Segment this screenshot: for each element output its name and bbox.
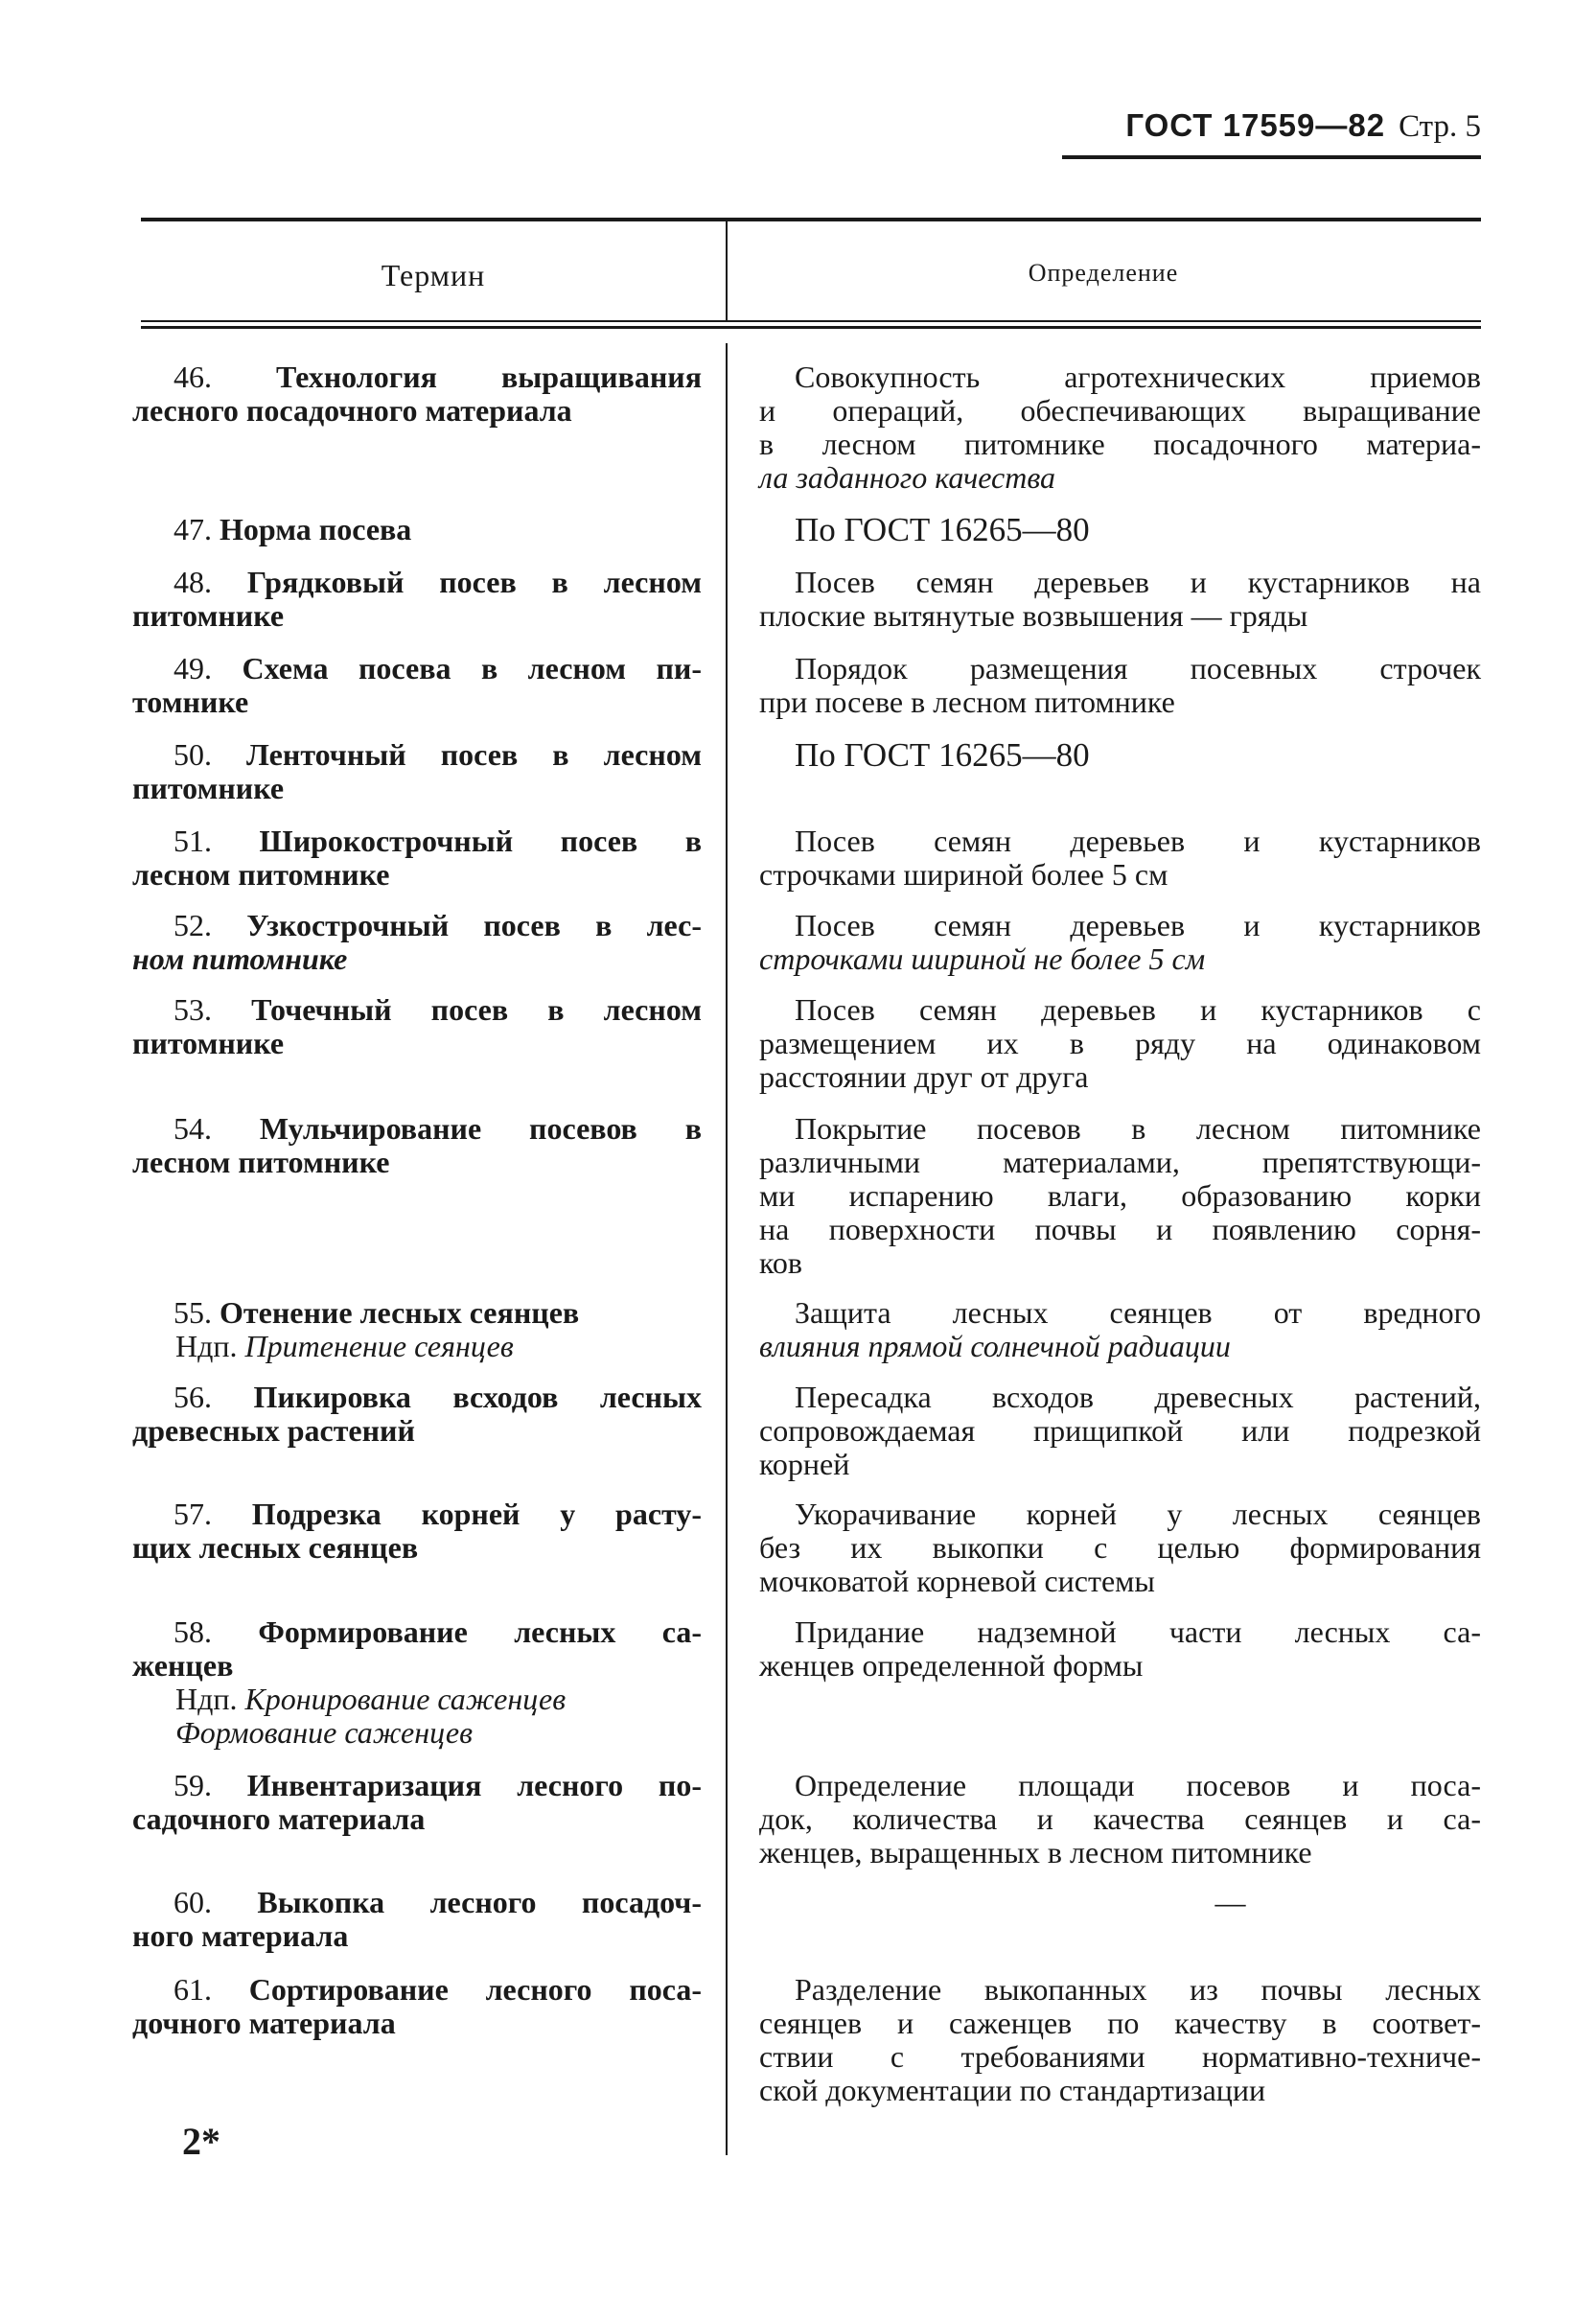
- term-cell: [132, 738, 702, 805]
- term-cell: [132, 1498, 702, 1565]
- definition-line: влияния прямой солнечной радиации: [759, 1329, 1231, 1363]
- term-number: 61.: [173, 1972, 212, 2007]
- definition-cell: [759, 1381, 1481, 1481]
- body-column-divider: [726, 343, 728, 2155]
- term-cell: [132, 1973, 702, 2040]
- term-number: 55.: [173, 1295, 212, 1330]
- term-number: 46.: [173, 360, 212, 394]
- page-number: Стр. 5: [1399, 109, 1481, 144]
- definition-line: различными материалами, препятствующи-: [759, 1145, 1481, 1179]
- term-name-line: Инвентаризация лесного по-: [246, 1768, 702, 1802]
- column-header-definition: Определение: [1028, 259, 1179, 287]
- term-name-line: Технология выращивания: [276, 360, 703, 394]
- term-name-line: щих лесных сеянцев: [132, 1530, 419, 1565]
- deprecated-term-line: Формование саженцев: [175, 1715, 473, 1750]
- term-name-line: питомнике: [132, 771, 285, 805]
- definition-line: сеянцев и саженцев по качеству в соответ-: [759, 2006, 1481, 2040]
- definition-cell: [759, 909, 1481, 976]
- term-name-line: ного материала: [132, 1918, 349, 1953]
- definition-cell: [759, 1615, 1481, 1683]
- definition-line: ла заданного качества: [759, 460, 1056, 495]
- definition-line: Укорачивание корней у лесных сеянцев: [795, 1497, 1481, 1531]
- term-name-line: Формирование лесных са-: [258, 1614, 703, 1649]
- term-cell: [132, 566, 702, 633]
- column-header-term: Термин: [381, 258, 486, 292]
- term-cell: [132, 824, 702, 892]
- term-name-line: Ленточный посев в лесном: [246, 737, 702, 772]
- deprecated-term: [132, 1330, 702, 1363]
- definition-line: размещением их в ряду на одинаковом: [759, 1026, 1481, 1060]
- term-cell: [132, 1886, 702, 1953]
- term-number: 51.: [173, 824, 212, 858]
- term-cell: [132, 1296, 702, 1363]
- term-number: 54.: [173, 1111, 212, 1146]
- definition-cell: [759, 993, 1481, 1094]
- definition-line: строчками шириной не более 5 см: [759, 941, 1206, 976]
- term-cell: [132, 1615, 702, 1750]
- term-number: 59.: [173, 1768, 212, 1802]
- term-name-line: лесном питомнике: [132, 1145, 390, 1179]
- definition-cell: [759, 1296, 1481, 1363]
- term-number: 60.: [173, 1885, 212, 1919]
- term-name-line: Выкопка лесного посадоч-: [257, 1885, 703, 1919]
- term-name-line: Мульчирование посевов в: [259, 1111, 702, 1146]
- definition-cell: [759, 824, 1481, 892]
- definition-line: ствии с требованиями нормативно-техниче-: [759, 2039, 1481, 2074]
- definition-line: Разделение выкопанных из почвы лесных: [795, 1972, 1481, 2007]
- term-number: 57.: [173, 1497, 212, 1531]
- definition-line: без их выкопки с целью формирования: [759, 1530, 1481, 1565]
- header-bottom-rule-double: [141, 326, 1481, 329]
- definition-line: Защита лесных сеянцев от вредного: [795, 1295, 1481, 1330]
- definition-cell: [759, 1886, 1481, 1919]
- term-cell: [132, 1381, 702, 1448]
- term-number: 47.: [173, 512, 212, 546]
- definition-line: ков: [759, 1245, 803, 1280]
- term-name-line: Подрезка корней у расту-: [251, 1497, 702, 1531]
- standard-reference: По ГОСТ 16265—80: [795, 511, 1090, 548]
- definition-line: Совокупность агротехнических приемов: [795, 360, 1481, 394]
- term-name-line: томнике: [132, 685, 249, 719]
- term-number: 49.: [173, 651, 212, 685]
- term-name-line: садочного материала: [132, 1801, 426, 1836]
- term-number: 48.: [173, 565, 212, 599]
- definition-line: Посев семян деревьев и кустарников: [795, 908, 1481, 942]
- definition-line: Порядок размещения посевных строчек: [795, 651, 1481, 685]
- term-name-line: Отенение лесных сеянцев: [220, 1295, 580, 1330]
- term-cell: [132, 652, 702, 719]
- term-name-line: Схема посева в лесном пи-: [242, 651, 703, 685]
- definition-line: корней: [759, 1447, 850, 1481]
- definition-cell: [759, 652, 1481, 719]
- definition-line: Придание надземной части лесных са-: [795, 1614, 1481, 1649]
- definition-cell: [759, 738, 1481, 772]
- term-cell: [132, 360, 702, 428]
- header-underline: [1062, 155, 1481, 159]
- definition-line: в лесном питомнике посадочного материа-: [759, 427, 1481, 461]
- table-top-border: [141, 218, 1481, 221]
- definition-line: расстоянии друг от друга: [759, 1059, 1089, 1094]
- term-number: 50.: [173, 737, 212, 772]
- definition-line: Определение площади посевов и поса-: [795, 1768, 1481, 1802]
- term-name-line: дочного материала: [132, 2006, 396, 2040]
- definition-line: сопровождаемая прищипкой или подрезкой: [759, 1413, 1481, 1448]
- definition-line: плоские вытянутые возвышения — гряды: [759, 598, 1308, 633]
- term-number: 52.: [173, 908, 212, 942]
- term-name-line: женцев: [132, 1648, 234, 1683]
- definition-line: женцев, выращенных в лесном питомнике: [759, 1835, 1312, 1869]
- definition-line: при посеве в лесном питомнике: [759, 685, 1175, 719]
- term-cell: [132, 1769, 702, 1836]
- term-cell: [132, 909, 702, 976]
- definition-line: на поверхности почвы и появлению сорня-: [759, 1212, 1481, 1246]
- term-cell: [132, 1112, 702, 1179]
- term-number: 56.: [173, 1380, 212, 1414]
- definition-cell: [759, 1973, 1481, 2107]
- term-number: 53.: [173, 992, 212, 1027]
- definition-line: и операций, обеспечивающих выращивание: [759, 393, 1481, 428]
- term-name-line: Широкострочный посев в: [259, 824, 703, 858]
- definition-line: ской документации по стандартизации: [759, 2073, 1266, 2107]
- definition-line: строчками шириной более 5 см: [759, 857, 1168, 892]
- definition-cell: [759, 513, 1481, 546]
- definition-line: мочковатой корневой системы: [759, 1564, 1155, 1598]
- term-name-line: ном питомнике: [132, 941, 348, 976]
- term-number: 58.: [173, 1614, 212, 1649]
- standard-reference: По ГОСТ 16265—80: [795, 736, 1090, 774]
- term-cell: [132, 993, 702, 1060]
- definition-cell: [759, 360, 1481, 495]
- deprecated-term-line: Кронирование саженцев: [244, 1682, 567, 1716]
- definition-line: Посев семян деревьев и кустарников с: [795, 992, 1481, 1027]
- term-name-line: питомнике: [132, 598, 285, 633]
- term-name-line: Сортирование лесного поса-: [248, 1972, 702, 2007]
- term-name-line: Норма посева: [220, 512, 412, 546]
- header-bottom-rule: [141, 320, 1481, 322]
- definition-line: ми испарению влаги, образованию корки: [759, 1178, 1481, 1213]
- term-name-line: Пикировка всходов лесных: [253, 1380, 702, 1414]
- definition-cell: [759, 566, 1481, 633]
- deprecated-term-line: Притенение сеянцев: [244, 1329, 514, 1363]
- term-cell: [132, 513, 702, 546]
- page-header: [1125, 107, 1481, 145]
- deprecated-term: [132, 1683, 702, 1716]
- definition-cell: [759, 1498, 1481, 1598]
- definition-line: Пересадка всходов древесных растений,: [795, 1380, 1481, 1414]
- definition-line: Посев семян деревьев и кустарников: [795, 824, 1481, 858]
- term-name-line: Узкострочный посев в лес-: [246, 908, 702, 942]
- term-name-line: питомнике: [132, 1026, 285, 1060]
- term-name-line: древесных растений: [132, 1413, 415, 1448]
- definition-cell: [759, 1112, 1481, 1280]
- term-name-line: Грядковый посев в лесном: [246, 565, 703, 599]
- term-name-line: лесного посадочного материала: [132, 393, 572, 428]
- definition-line: женцев определенной формы: [759, 1648, 1144, 1683]
- signature-mark: 2*: [182, 2120, 220, 2163]
- definition-line: Покрытие посевов в лесном питомнике: [795, 1111, 1481, 1146]
- standard-number: ГОСТ 17559—82: [1125, 107, 1386, 143]
- term-name-line: лесном питомнике: [132, 857, 390, 892]
- no-definition-dash: —: [1214, 1885, 1246, 1919]
- definition-line: Посев семян деревьев и кустарников на: [795, 565, 1481, 599]
- deprecated-label: Ндп.: [175, 1329, 238, 1363]
- deprecated-label: Ндп.: [175, 1682, 238, 1716]
- definition-cell: [759, 1769, 1481, 1869]
- definition-line: док, количества и качества сеянцев и са-: [759, 1801, 1481, 1836]
- term-name-line: Точечный посев в лесном: [251, 992, 703, 1027]
